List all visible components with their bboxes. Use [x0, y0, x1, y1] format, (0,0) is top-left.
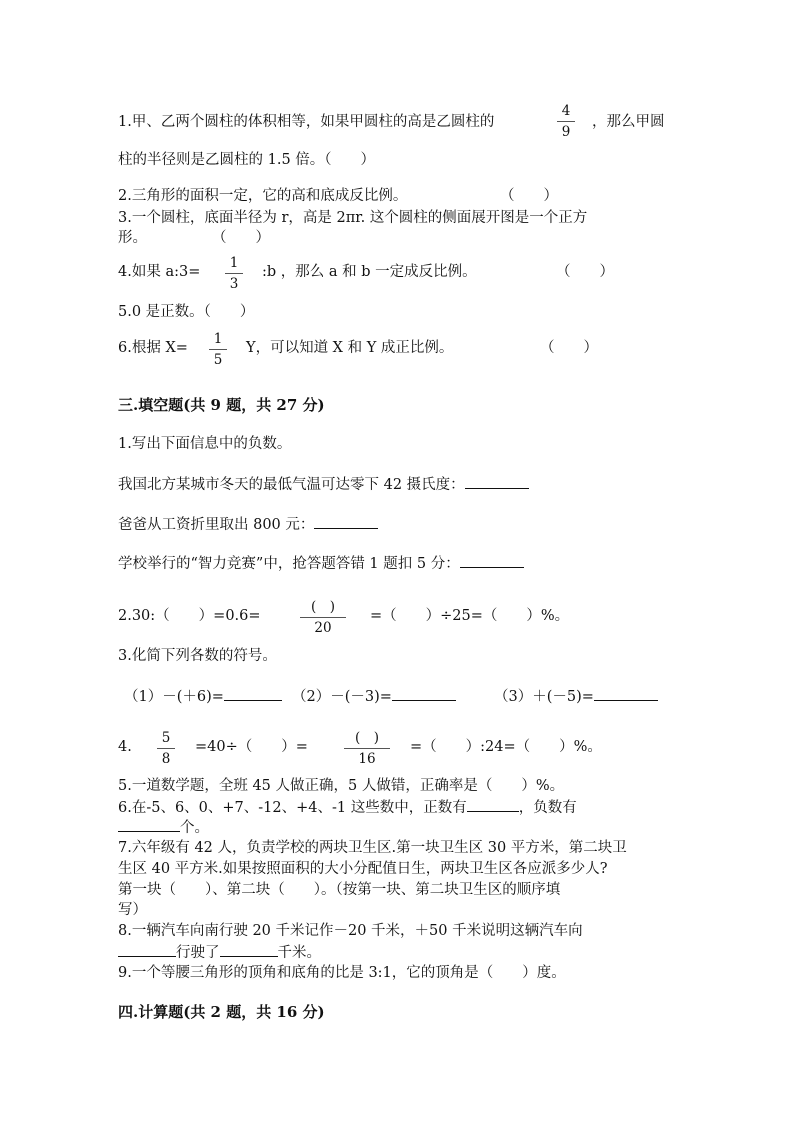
fraction-denominator: 16 [358, 751, 376, 767]
fill-q1-sentence3 [118, 553, 524, 574]
judge-q4-answer-paren[interactable]: （ ） [556, 264, 614, 280]
fill-q5-text: 5.一道数学题，全班 45 人做正确，5 人做错，正确率是（ ）%。 [118, 778, 565, 794]
fill-q1-s3-text: 学校举行的“智力竞赛”中，抢答题答错 1 题扣 5 分： [118, 556, 460, 572]
fraction-denominator: 5 [213, 352, 223, 368]
fill-q4-fraction2 [340, 730, 394, 767]
fill-q3-title: 3.化简下列各数的符号。 [118, 648, 277, 664]
fill-q4-text-c: =（ ）:24=（ ）%。 [410, 739, 602, 755]
fill-q6-text-c: 个。 [180, 820, 209, 836]
fill-q3-p1-text: （1）－(＋6)= [124, 689, 224, 705]
fraction-bar [344, 748, 390, 749]
fill-q1-sentence1 [118, 474, 529, 495]
judge-q3-line2: 形。 [118, 230, 147, 246]
fraction-numerator: 5 [161, 730, 171, 746]
fill-q2-text-a: 2.30:（ ）=0.6= [118, 608, 261, 624]
judge-q4-text-a: 4.如果 a:3= [118, 264, 201, 280]
fill-q3-p3-text: （3）＋(－5)= [494, 689, 594, 705]
fill-q6-text-b: ，负数有 [518, 800, 577, 816]
judge-q1-line1 [118, 112, 494, 132]
fraction-bar [209, 349, 227, 350]
judge-q5-text: 5.0 是正数。（ ） [118, 304, 255, 320]
judge-q1-fraction [553, 103, 579, 140]
answer-blank[interactable] [220, 942, 278, 957]
answer-blank[interactable] [118, 942, 176, 957]
answer-blank[interactable] [314, 514, 378, 529]
fill-q7-line3: 第一块（ ）、第二块（ ）。（按第一块、第二块卫生区的顺序填 [118, 882, 561, 898]
fill-q4-text-b: =40÷（ ）= [195, 739, 308, 755]
fill-q9-text: 9.一个等腰三角形的顶角和底角的比是 3:1，它的顶角是（ ）度。 [118, 965, 566, 981]
fill-q3-part3 [494, 686, 658, 707]
fill-q7-line2: 生区 40 平方米.如果按照面积的大小分配值日生，两块卫生区各应派多少人? [118, 861, 608, 877]
judge-q1-text-a: 1.甲、乙两个圆柱的体积相等，如果甲圆柱的高是乙圆柱的 [118, 114, 495, 130]
fill-q3-part2 [292, 686, 456, 707]
answer-blank[interactable] [594, 686, 658, 701]
judge-q6-text-a: 6.根据 X= [118, 340, 188, 356]
fill-q8-line1: 8.一辆汽车向南行驶 20 千米记作－20 千米，＋50 千米说明这辆汽车向 [118, 923, 583, 939]
judge-q1-line2: 柱的半径则是乙圆柱的 1.5 倍。（ ） [118, 152, 376, 168]
fraction-numerator: ( ) [354, 730, 380, 746]
fraction-numerator: 1 [213, 331, 223, 347]
fill-q4-fraction1 [153, 730, 179, 767]
fraction-bar [157, 748, 175, 749]
fraction-denominator: 20 [314, 620, 332, 636]
fill-q1-title: 1.写出下面信息中的负数。 [118, 436, 292, 452]
judge-q2-text: 2.三角形的面积一定，它的高和底成反比例。 [118, 188, 408, 204]
fraction-numerator: 4 [561, 103, 571, 119]
fill-q6-text-a: 6.在-5、6、0、+7、-12、+4、-1 这些数中，正数有 [118, 800, 467, 816]
answer-blank[interactable] [465, 474, 529, 489]
judge-q1-text-b: ，那么甲圆 [592, 114, 665, 130]
fill-q8-text-c: 千米。 [277, 945, 321, 961]
judge-q4-text-b: :b ，那么 a 和 b 一定成反比例。 [262, 264, 477, 280]
fill-q1-s1-text: 我国北方某城市冬天的最低气温可达零下 42 摄氏度： [118, 477, 465, 493]
answer-blank[interactable] [460, 553, 524, 568]
judge-q6-answer-paren[interactable]: （ ） [540, 340, 598, 356]
answer-blank[interactable] [392, 686, 456, 701]
answer-blank[interactable] [224, 686, 282, 701]
fill-q6-line1 [118, 797, 577, 818]
judge-q3-answer-paren[interactable]: （ ） [212, 230, 270, 246]
judge-q6-text-b: Y，可以知道 X 和 Y 成正比例。 [246, 340, 454, 356]
fraction-bar [225, 273, 243, 274]
fraction-numerator: 1 [229, 255, 239, 271]
fraction-bar [557, 121, 575, 122]
fraction-denominator: 9 [561, 124, 571, 140]
fill-q6-line2 [118, 817, 209, 838]
section-heading-calc: 四.计算题(共 2 题，共 16 分) [118, 1003, 325, 1021]
judge-q6-fraction [205, 331, 231, 368]
fraction-numerator: ( ) [310, 599, 336, 615]
fill-q1-s2-text: 爸爸从工资折里取出 800 元： [118, 517, 315, 533]
fill-q3-p2-text: （2）－(－3)= [292, 689, 392, 705]
fraction-bar [300, 617, 346, 618]
fill-q7-line1: 7.六年级有 42 人，负责学校的两块卫生区.第一块卫生区 30 平方米，第二块卫 [118, 840, 627, 856]
judge-q4-fraction [221, 255, 247, 292]
fill-q2-fraction [296, 599, 350, 636]
fill-q3-part1 [124, 686, 282, 707]
answer-blank[interactable] [467, 797, 519, 812]
fill-q8-text-b: 行驶了 [176, 945, 220, 961]
fill-q4-text-a: 4. [118, 739, 132, 755]
answer-blank[interactable] [118, 817, 180, 832]
fill-q8-line2 [118, 942, 321, 963]
fraction-denominator: 3 [229, 276, 239, 292]
judge-q2-answer-paren[interactable]: （ ） [500, 188, 558, 204]
fraction-denominator: 8 [161, 751, 171, 767]
fill-q2-text-b: =（ ）÷25=（ ）%。 [370, 608, 570, 624]
section-heading-fill: 三.填空题(共 9 题，共 27 分) [118, 396, 325, 414]
fill-q7-line4: 写） [118, 902, 147, 918]
fill-q1-sentence2 [118, 514, 378, 535]
judge-q3-line1: 3.一个圆柱，底面半径为 r，高是 2πr. 这个圆柱的侧面展开图是一个正方 [118, 210, 588, 226]
